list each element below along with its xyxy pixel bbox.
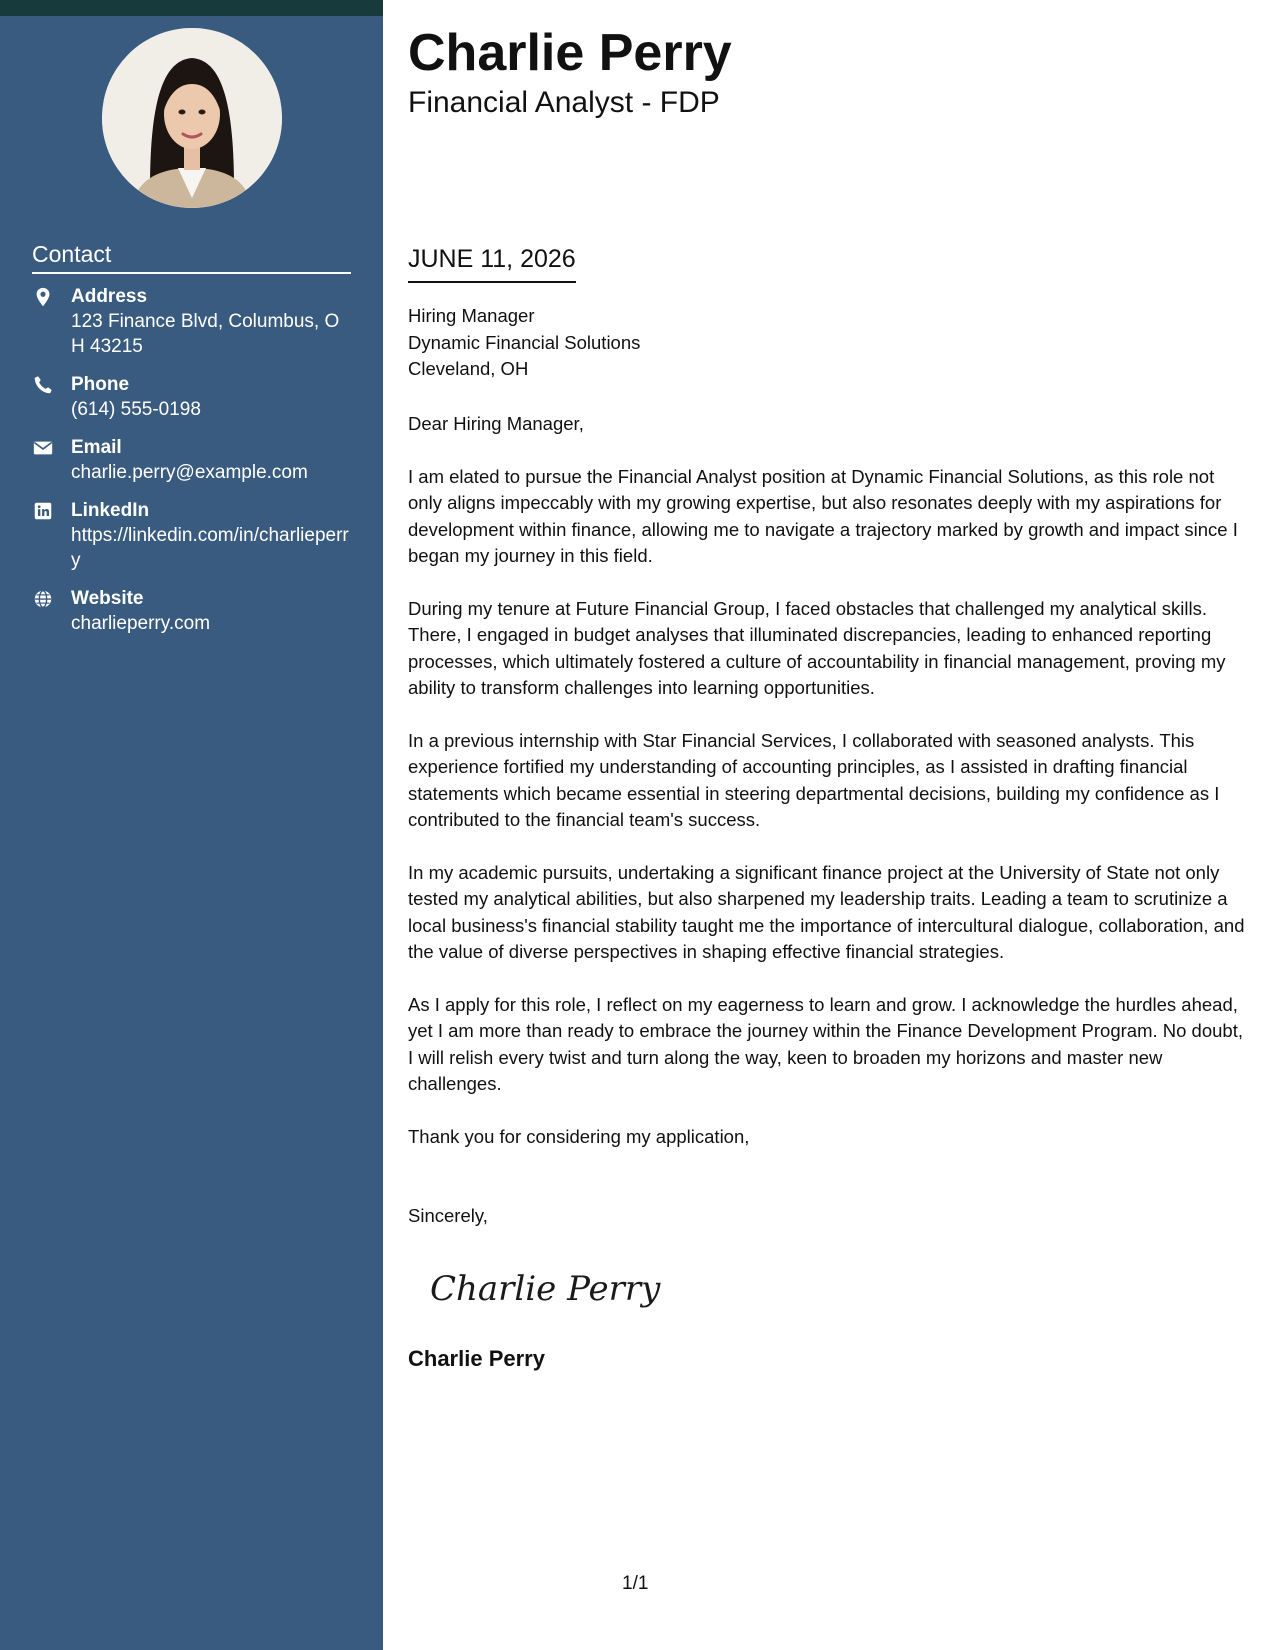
contact-value-phone: (614) 555-0198 [71, 399, 201, 420]
signature-image [426, 1256, 666, 1318]
recipient-line: Dynamic Financial Solutions [408, 331, 641, 353]
body-paragraph: In my academic pursuits, undertaking a significant finance project at the University of State not only tested my analytical abilities, but also sharpened my leadership traits. Leading a team to scrutinize a local business's financial stability taught me the importance of intercultural dialogue, collaboration, and the value of diverse perspectives in shaping effective financial strategies. [408, 861, 1245, 963]
contact-value-linkedin[interactable]: https://linkedin.com/in/charlieperry [71, 525, 349, 571]
body-paragraph: As I apply for this role, I reflect on my eagerness to learn and grow. I acknowledge the hurdles ahead, yet I am more than ready to embrace the journey within the Finance Development Program. No doubt, I will relish every twist and turn along the way, keen to broaden my horizons and master new challenges. [408, 993, 1243, 1095]
signed-name: Charlie Perry [408, 1346, 545, 1371]
contact-item-address [32, 284, 352, 359]
body-paragraph: I am elated to pursue the Financial Analyst position at Dynamic Financial Solutions, as this role not only aligns impeccably with my growing expertise, but also resonates deeply with my aspirations for development within finance, allowing me to navigate a trajectory marked by growth and impact since I began my journey in this field. [408, 465, 1238, 567]
letter-date: JUNE 11, 2026 [408, 244, 576, 283]
phone-icon [32, 374, 54, 396]
contact-item-email [32, 435, 352, 485]
map-pin-icon [32, 286, 54, 308]
salutation: Dear Hiring Manager, [408, 413, 584, 434]
contact-value-email[interactable]: charlie.perry@example.com [71, 462, 308, 483]
contact-item-linkedin [32, 498, 352, 573]
contact-label-phone: Phone [71, 374, 130, 395]
letter-body [408, 411, 1248, 1177]
thank-you-line: Thank you for considering my application, [408, 1125, 750, 1147]
globe-icon [32, 588, 54, 610]
body-paragraph: In a previous internship with Star Financial Services, I collaborated with seasoned analysts. This experience fortified my understanding of accounting principles, as I assisted in drafting financial statements which became essential in steering departmental decisions, building my confidence as I contributed to the financial team's success. [408, 729, 1220, 831]
contact-label-website: Website [71, 588, 144, 609]
closing: Sincerely, [408, 1205, 488, 1226]
contact-list [32, 284, 352, 649]
linkedin-icon [32, 500, 54, 522]
sidebar-top-bar [0, 0, 383, 16]
recipient-line: Hiring Manager [408, 305, 535, 326]
job-title: Financial Analyst - FDP [408, 86, 720, 119]
applicant-name: Charlie Perry [408, 24, 732, 82]
avatar [102, 28, 282, 208]
contact-item-website [32, 586, 352, 636]
signature-text: Charlie Perry [430, 1269, 661, 1309]
recipient-block [408, 303, 640, 383]
contact-value-address: 123 Finance Blvd, Columbus, OH 43215 [71, 311, 340, 357]
page-number: 1/1 [622, 1573, 649, 1594]
contact-heading: Contact [32, 241, 351, 274]
envelope-icon [32, 437, 54, 459]
body-paragraph: During my tenure at Future Financial Group, I faced obstacles that challenged my analytical skills. There, I engaged in budget analyses that illuminated discrepancies, leading to enhanced reporting processes, which ultimately fostered a culture of accountability in financial management, proving my ability to transform challenges into learning opportunities. [408, 597, 1226, 699]
sidebar [0, 0, 383, 1650]
portrait-image [102, 28, 282, 208]
contact-label-address: Address [71, 286, 148, 307]
contact-label-email: Email [71, 437, 122, 458]
recipient-line: Cleveland, OH [408, 358, 529, 379]
contact-value-website[interactable]: charlieperry.com [71, 613, 211, 634]
contact-item-phone [32, 372, 352, 422]
contact-label-linkedin: LinkedIn [71, 500, 150, 521]
